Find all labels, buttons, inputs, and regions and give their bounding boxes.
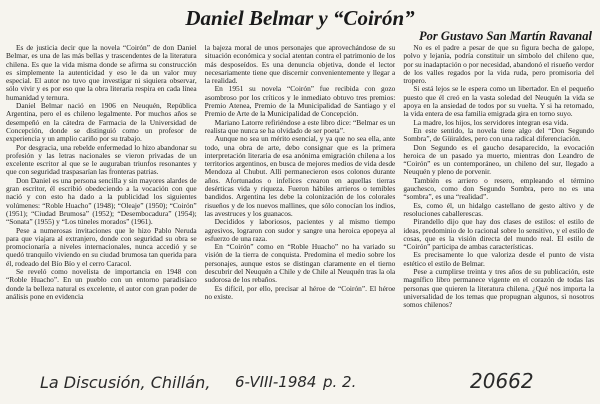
paragraph: Es, como él, un hidalgo castellano de gesto altivo y de resoluciones caballerescas.	[403, 200, 594, 218]
handwritten-annotation	[30, 369, 590, 399]
article-column-3	[403, 44, 594, 362]
paragraph: Pese a cumplirse treinta y tres años de su publicación, este magnífico libro permanece vigente en el corazón de todas las personas que quieren la literatura chilena. ¿Qué nos importa la universalidad de los temas que propugnan algunos, si nosotros somos chilenos?	[403, 267, 594, 310]
paragraph: Es precisamente lo que valoriza desde el punto de vista estético el estilo de Belmar.	[403, 250, 594, 268]
paragraph: En este sentido, la novela tiene algo del “Don Segundo Sombra”, de Güiraldes, pero con una radical diferenciación.	[403, 125, 594, 144]
paragraph: Don Daniel es una persona sencilla y sin mayores alardes de gran escritor, él escribió obedeciendo a la vocación con que nació y con esto ha dado a la publicidad los siguientes volúmenes: “Roble Huacho” (1948); “Oleaje” (1950); “Coirón” (1951); “Ciudad Brumosa” (1952); “Desembocadura” (1954); “Sonata” (1955) y “Los túneles morados” (1961).	[6, 175, 197, 227]
handwritten-catalog-number: 20662	[470, 369, 534, 393]
paragraph: Es de justicia decir que la novela “Coirón” de don Daniel Belmar, es una de las más bellas y trascendentes de la literatura chilena. Es que la vida misma donde se afirma su construcción es simplemente la autenticidad y eso le da un valor muy especial. El autor no tuvo que investigar ni siquiera observar, sólo vivir y es por eso que la obra literaria respira en cada línea humanidad y ternura.	[6, 44, 197, 102]
article-column-2	[205, 44, 396, 362]
paragraph: Es difícil, por ello, precisar al héroe de “Coirón”. El héroe no existe.	[204, 283, 396, 301]
article-body	[6, 44, 594, 362]
paragraph: Decididos y laboriosos, pacientes y al mismo tiempo agresivos, lograron con sudor y sangre una heroica epopeya al esfuerzo de una raza.	[204, 217, 396, 243]
paragraph: Don Segundo es el gaucho desaparecido, la evocación heroica de un pasado ya muerto, mientras don Leandro de “Coirón” es un contemporáneo, un chileno del sur, llegado a Neuquén y pleno de porvenir.	[403, 142, 594, 177]
paragraph: Daniel Belmar nació en 1906 en Neuquén, República Argentina, pero el es chileno legalmente. Por muchos años se desempeñó en la cátedra de Farmacia de la Universidad de Concepción, donde se distinguió como un profesor de experiencia y un amplio cariño por su trabajo.	[6, 101, 197, 144]
article-title: Daniel Belmar y “Coirón”	[185, 6, 415, 30]
handwritten-page: p. 2.	[323, 373, 357, 391]
paragraph: Aunque no sea un mérito esencial, y ya que no sea ella, ante todo, una obra de arte, debo consignar que es la primera interpretación literaria de esa anónima emigración chilena a los territorios argentinos, en busca de mejores medios de vida desde Mendoza al Chubut. Allí permanecieron esos colonos durante años. Afortunados o infelices crearon en aquellas tierras desérticas vida y riqueza. Fueron hábiles arrieros o temibles bandidos. Argentina les debe la colonización de los colorales risueños y de los nuevos mallines, que sólo conocían los indios, las avestruces y los guanacos.	[204, 134, 396, 218]
paragraph: Mariano Latorre refiriéndose a este libro dice: “Belmar es un realista que nunca se ha olvidado de ser poeta”.	[204, 117, 396, 135]
paragraph: En “Coirón” como en “Roble Huacho” no ha variado su visión de la tierra de conquista. Predomina el medio sobre los personajes, aunque estos se distingan claramente en el tierno descubrir del Neuquén a Chile y de Chile al Neuquén tras la ola sudorosa de los rebaños.	[204, 242, 396, 285]
article-column-1	[6, 44, 197, 362]
paragraph: Pirandello dijo que hay dos clases de estilos: el estilo de ideas, predominio de lo racional sobre lo sensitivo, y el estilo de cosas, que es la visión directa del mundo real. El estilo de “Coirón” participa de ambas características.	[403, 217, 594, 252]
paragraph: Se reveló como novelista de importancia en 1948 con “Roble Huacho”. En un pueblo con un entorno paradisíaco donde la belleza natural es excelente, el autor con gran poder de análisis pone en evidencia	[6, 267, 197, 301]
paragraph: Pese a numerosas invitaciones que le hizo Pablo Neruda para que viajara al extranjero, donde con seguridad su obra se promocionaría a niveles internacionales, nunca accedió y se quedó tranquilo viviendo en su ciudad brumosa tan querida para él, rodeado del Bío Bío y el cerro Caracol.	[6, 225, 197, 268]
paragraph: la bajeza moral de unos personajes que aprovechándose de su situación económica y social atentan contra el patrimonio de los más desposeídos. Es una denuncia objetiva, donde el lector necesariamente tiene que discernir convenientemente y llegar a la realidad.	[204, 44, 396, 86]
paragraph: La madre, los hijos, los servidores integran esa vida.	[413, 117, 569, 127]
paragraph: Por desgracia, una rebelde enfermedad lo hizo abandonar su profesión y las letras nacionales se vieron privadas de un excelente escritor al que se le auguraban triunfos resonantes y que con seguridad traspasarían las fronteras patrias.	[6, 142, 197, 177]
handwritten-date: 6-VIII-1984	[235, 373, 317, 391]
handwritten-publication: La Discusión, Chillán,	[40, 373, 211, 392]
paragraph: Si está lejos se le espera como un libertador. En el pequeño puesto que él creó en la vasta soledad del Neuquén la vida se apoya en la ansiedad de todos por su vuelta. Y si ha retornado, la vida entera de esa familia emigrada gira en torno suyo.	[403, 84, 594, 119]
article-byline: Por Gustavo San Martín Ravanal	[419, 29, 592, 43]
paragraph: En 1951 su novela “Coirón” fue recibida con gozo asombroso por los críticos y le inmediato obtuvo tres premios: Premio Atenea, Premio de la Municipalidad de Santiago y el Premio de Arte de la Municipalidad de Concepción.	[204, 84, 396, 119]
paragraph: También es arriero o resero, empleando el término gauchesco, como don Segundo Sombra, pero no es una “sombra”, es una “realidad”.	[403, 175, 594, 202]
paragraph: No es el padre a pesar de que su figura becha de galope, polvo y lejanía, podría constituir un símbolo del chileno que, por su inadaptación o por necesidad, abandonó el risueño verdor de los valles regados por la vida ruda, pero promisoria del tropero.	[403, 44, 594, 86]
